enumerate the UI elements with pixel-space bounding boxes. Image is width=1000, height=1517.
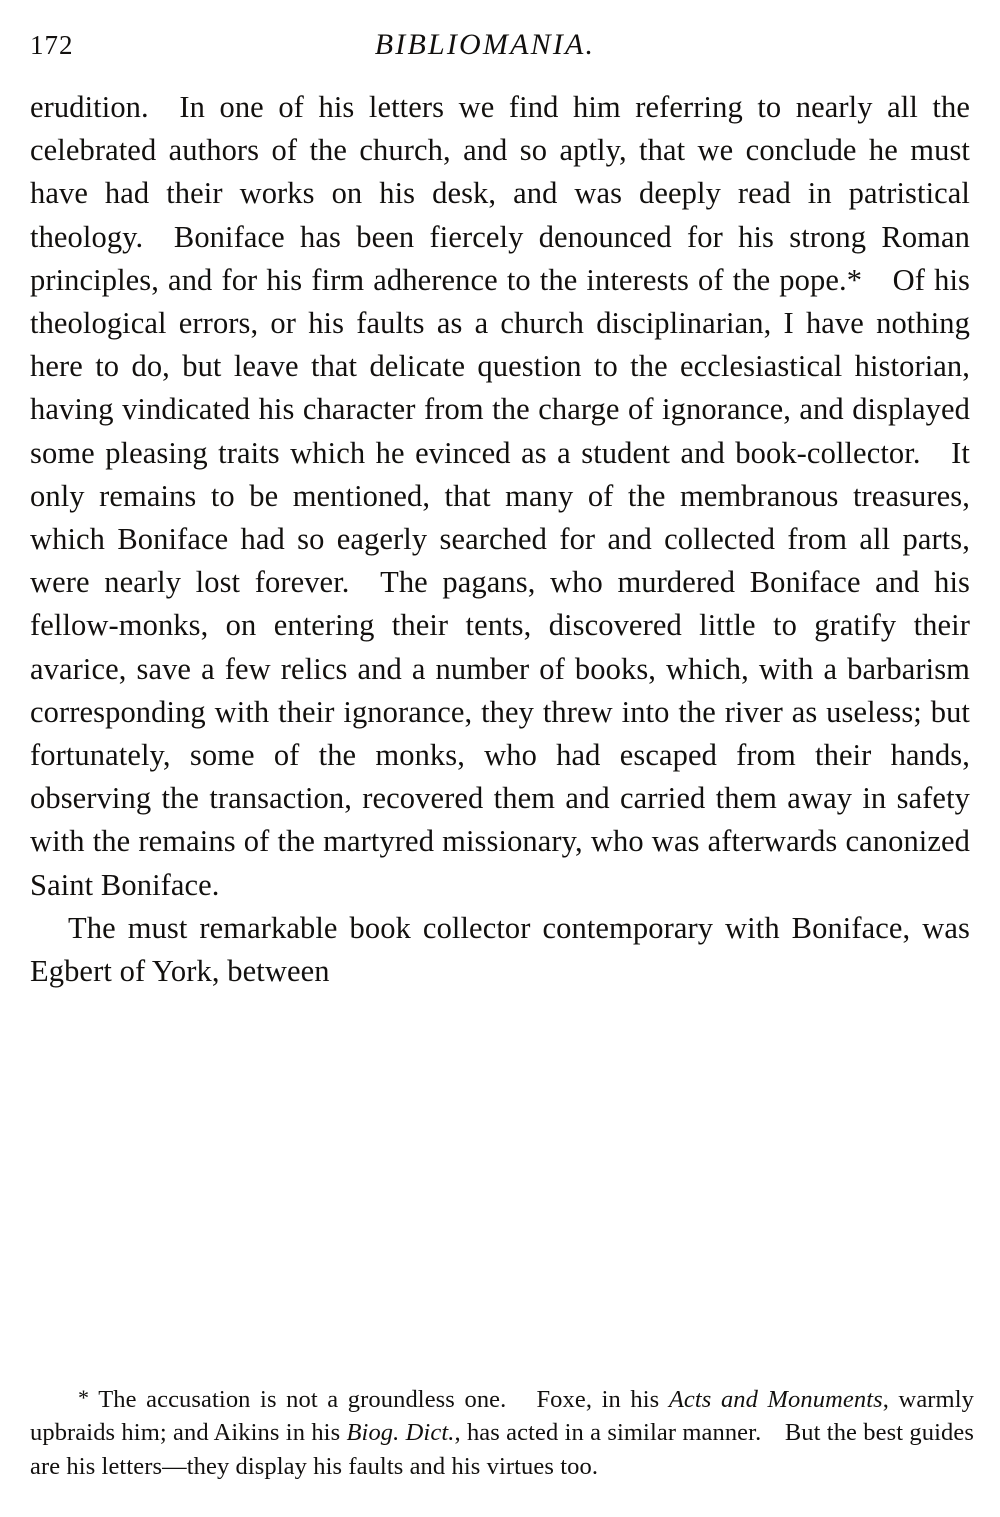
paragraph-1: erudition. In one of his letters we find him referring to nearly all the celebrated authors of the church, and so aptly, that we conclude he must have had their works on his desk, and was deeply read in patristical theology. Boniface has been fiercely denounced for his strong Roman principles, and for his firm adherence to the interests of the pope.* Of his theological errors, or his faults as a church disciplinarian, I have nothing here to do, but leave that delicate question to the ecclesiastical historian, having vindicated his character from the charge of ignorance, and displayed some pleasing traits which he evinced as a student and book-collector. It only remains to be mentioned, that many of the membranous treasures, which Boniface had so eagerly searched for and collected from all parts, were nearly lost forever. The pagans, who murdered Boniface and his fellow-monks, on entering their tents, discovered little to gratify their avarice, save a few relics and a number of books, which, with a barbarism corresponding with their ignorance, they threw into the river as useless; but fortunately, some of the monks, who had escaped from their hands, observing the transaction, recovered them and carried them away in safety with the remains of the martyred missionary, who was afterwards canonized Saint Boniface. [30,90,970,902]
body-text [22,86,978,993]
paragraph-2: The must remarkable book collector contemporary with Boniface, was Egbert of York, between [30,910,970,989]
footnote-area [30,1381,974,1484]
running-title: BIBLIOMANIA. [374,28,596,61]
page-number: 172 [30,30,74,60]
footnote [30,1381,974,1484]
footnote-text: The accusation is not a groundless one. Foxe, in his Acts and Monuments, warmly upbraids him; and Aikins in his Biog. Dict., has acted in a similar manner. But the best guides are his letters—they display his faults and his virtues too. [30,1385,974,1480]
footnote-marker: * [78,1384,90,1410]
running-head [22,28,978,76]
